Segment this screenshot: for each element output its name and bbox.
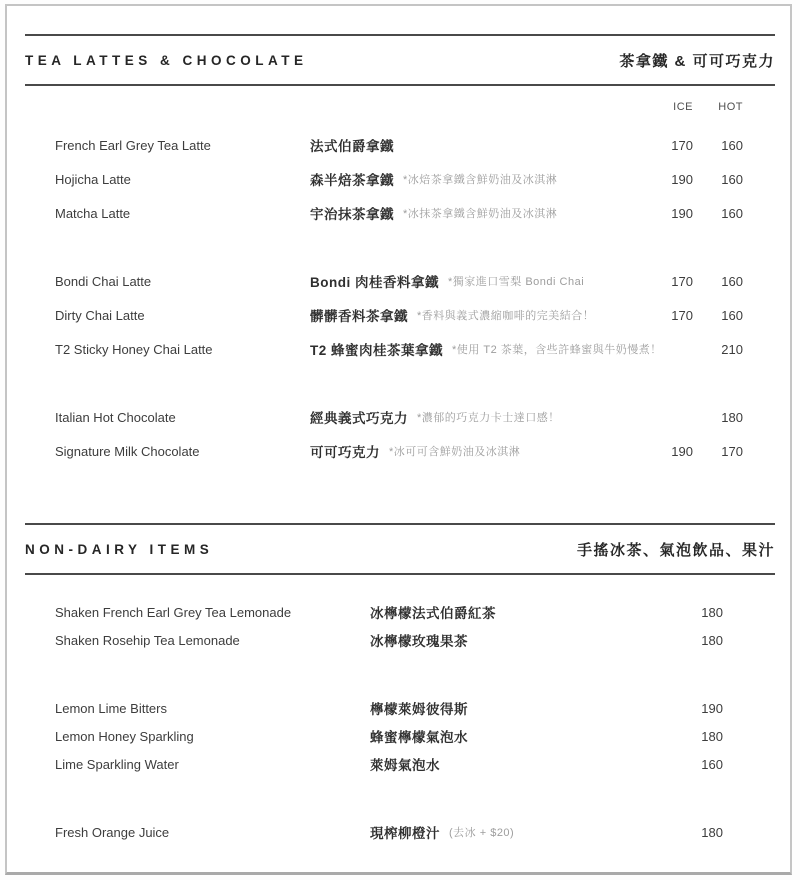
menu-item-row xyxy=(25,196,775,230)
item-name-en: Matcha Latte xyxy=(55,205,131,221)
item-name-zh-group xyxy=(370,698,643,718)
item-prices xyxy=(643,206,743,221)
section-title-zh: 手搖冰茶、氣泡飲品、果汁 xyxy=(576,541,775,559)
item-name-en: Signature Milk Chocolate xyxy=(55,443,200,459)
item-note: *冰抹茶拿鐵含鮮奶油及冰淇淋 xyxy=(403,208,558,220)
divider-line xyxy=(25,573,775,575)
item-name-zh: 檸檬萊姆彼得斯 xyxy=(370,702,468,717)
menu-item-row xyxy=(25,332,775,366)
price-ice: 170 xyxy=(671,137,693,153)
item-prices xyxy=(643,605,743,620)
item-prices xyxy=(643,342,743,357)
item-name-en: French Earl Grey Tea Latte xyxy=(55,137,211,153)
price: 180 xyxy=(701,632,723,648)
item-name-en: Lime Sparkling Water xyxy=(55,756,179,772)
item-name-zh: 森半焙茶拿鐵 xyxy=(310,173,394,188)
group-gap xyxy=(25,654,775,694)
menu-item-row xyxy=(25,750,775,778)
menu-item-row xyxy=(25,128,775,162)
price: 180 xyxy=(701,728,723,744)
item-name-zh-group xyxy=(370,602,643,622)
section-title-en: NON-DAIRY ITEMS xyxy=(25,541,214,557)
item-prices xyxy=(643,138,743,153)
item-prices xyxy=(643,701,743,716)
item-name-zh: 可可巧克力 xyxy=(310,445,380,460)
item-name-en: Dirty Chai Latte xyxy=(55,307,145,323)
item-note: *香料與義式濃縮咖啡的完美結合！ xyxy=(417,310,595,322)
item-name-zh-group xyxy=(310,135,643,155)
menu-item-row xyxy=(25,298,775,332)
item-prices xyxy=(643,757,743,772)
price: 190 xyxy=(701,700,723,716)
item-name-zh: 冰檸檬玫瑰果茶 xyxy=(370,634,468,649)
price-hot: 160 xyxy=(721,137,743,153)
price: 180 xyxy=(701,824,723,840)
item-prices xyxy=(643,274,743,289)
item-name-zh: 現榨柳橙汁 xyxy=(370,826,440,841)
section-title-en: TEA LATTES & CHOCOLATE xyxy=(25,52,308,68)
menu-item-row xyxy=(25,434,775,468)
item-name-zh: T2 蜂蜜肉桂茶葉拿鐵 xyxy=(310,343,444,358)
price-hot: 170 xyxy=(721,443,743,459)
price-hot: 210 xyxy=(721,341,743,357)
menu-item-row xyxy=(25,722,775,750)
item-name-zh-group xyxy=(310,441,643,461)
menu-item-row xyxy=(25,162,775,196)
group-gap xyxy=(25,778,775,818)
item-note: *獨家進口雪梨 Bondi Chai xyxy=(448,276,585,288)
item-note: (去冰 + $20) xyxy=(449,827,515,839)
item-name-zh-group xyxy=(370,726,643,746)
section-header xyxy=(25,36,775,84)
item-name-zh-group xyxy=(310,407,643,427)
item-name-en: Shaken French Earl Grey Tea Lemonade xyxy=(55,604,292,620)
item-name-zh-group xyxy=(310,169,643,189)
section-header xyxy=(25,525,775,573)
menu-content xyxy=(25,0,775,846)
price-ice xyxy=(643,342,693,357)
item-name-zh-group xyxy=(310,305,643,325)
menu-item-row xyxy=(25,264,775,298)
item-name-zh-group xyxy=(310,271,643,291)
item-name-zh: 宇治抹茶拿鐵 xyxy=(310,207,394,222)
price-ice xyxy=(643,410,693,425)
group-gap xyxy=(25,230,775,264)
price-hot: 160 xyxy=(721,273,743,289)
item-name-zh-group xyxy=(310,339,662,359)
price-column-headers xyxy=(25,99,775,115)
item-prices xyxy=(643,410,743,425)
menu-item-row xyxy=(25,818,775,846)
item-prices xyxy=(643,825,743,840)
item-name-zh: 蜂蜜檸檬氣泡水 xyxy=(370,730,468,745)
price-hot: 180 xyxy=(721,409,743,425)
price-ice: 170 xyxy=(671,307,693,323)
item-name-en: Lemon Honey Sparkling xyxy=(55,728,194,744)
divider-line xyxy=(25,84,775,86)
price-hot: 160 xyxy=(721,307,743,323)
item-name-zh: 法式伯爵拿鐵 xyxy=(310,139,394,154)
item-name-zh: 經典義式巧克力 xyxy=(310,411,408,426)
item-name-en: Fresh Orange Juice xyxy=(55,824,170,840)
price-ice: 170 xyxy=(671,273,693,289)
group-gap xyxy=(25,366,775,400)
item-name-zh-group xyxy=(370,630,643,650)
menu-item-row xyxy=(25,400,775,434)
column-header-hot: HOT xyxy=(718,101,743,113)
menu-item-row xyxy=(25,694,775,722)
section-non-dairy-items xyxy=(25,523,775,846)
menu-item-list xyxy=(25,598,775,846)
menu-item-list xyxy=(25,128,775,468)
price: 180 xyxy=(701,604,723,620)
item-name-en: T2 Sticky Honey Chai Latte xyxy=(55,341,213,357)
price-ice: 190 xyxy=(671,443,693,459)
item-name-en: Italian Hot Chocolate xyxy=(55,409,176,425)
section-title-zh: 茶拿鐵 & 可可巧克力 xyxy=(619,52,775,70)
price-ice: 190 xyxy=(671,171,693,187)
item-name-zh: 冰檸檬法式伯爵紅茶 xyxy=(370,606,496,621)
item-prices xyxy=(643,172,743,187)
item-name-zh: 髒髒香料茶拿鐵 xyxy=(310,309,408,324)
item-prices xyxy=(643,729,743,744)
item-name-en: Shaken Rosehip Tea Lemonade xyxy=(55,632,240,648)
item-name-en: Lemon Lime Bitters xyxy=(55,700,167,716)
price-header-group xyxy=(643,101,743,113)
item-name-en: Bondi Chai Latte xyxy=(55,273,152,289)
item-note: *使用 T2 茶葉，含些許蜂蜜與牛奶慢煮！ xyxy=(452,344,662,356)
menu-item-row xyxy=(25,598,775,626)
item-name-zh-group xyxy=(370,822,643,842)
item-name-zh-group xyxy=(370,754,643,774)
price-ice: 190 xyxy=(671,205,693,221)
item-prices xyxy=(643,633,743,648)
item-note: *冰焙茶拿鐵含鮮奶油及冰淇淋 xyxy=(403,174,558,186)
item-name-en: Hojicha Latte xyxy=(55,171,131,187)
price-hot: 160 xyxy=(721,205,743,221)
column-header-ice: ICE xyxy=(673,101,693,113)
price: 160 xyxy=(701,756,723,772)
section-tea-lattes-chocolate xyxy=(25,34,775,468)
item-prices xyxy=(643,444,743,459)
item-name-zh-group xyxy=(310,203,643,223)
item-name-zh: 萊姆氣泡水 xyxy=(370,758,440,773)
item-prices xyxy=(643,308,743,323)
item-note: *濃郁的巧克力卡士達口感！ xyxy=(417,412,560,424)
price-hot: 160 xyxy=(721,171,743,187)
item-name-zh: Bondi 肉桂香料拿鐵 xyxy=(310,275,439,290)
menu-item-row xyxy=(25,626,775,654)
item-note: *冰可可含鮮奶油及冰淇淋 xyxy=(389,446,521,458)
